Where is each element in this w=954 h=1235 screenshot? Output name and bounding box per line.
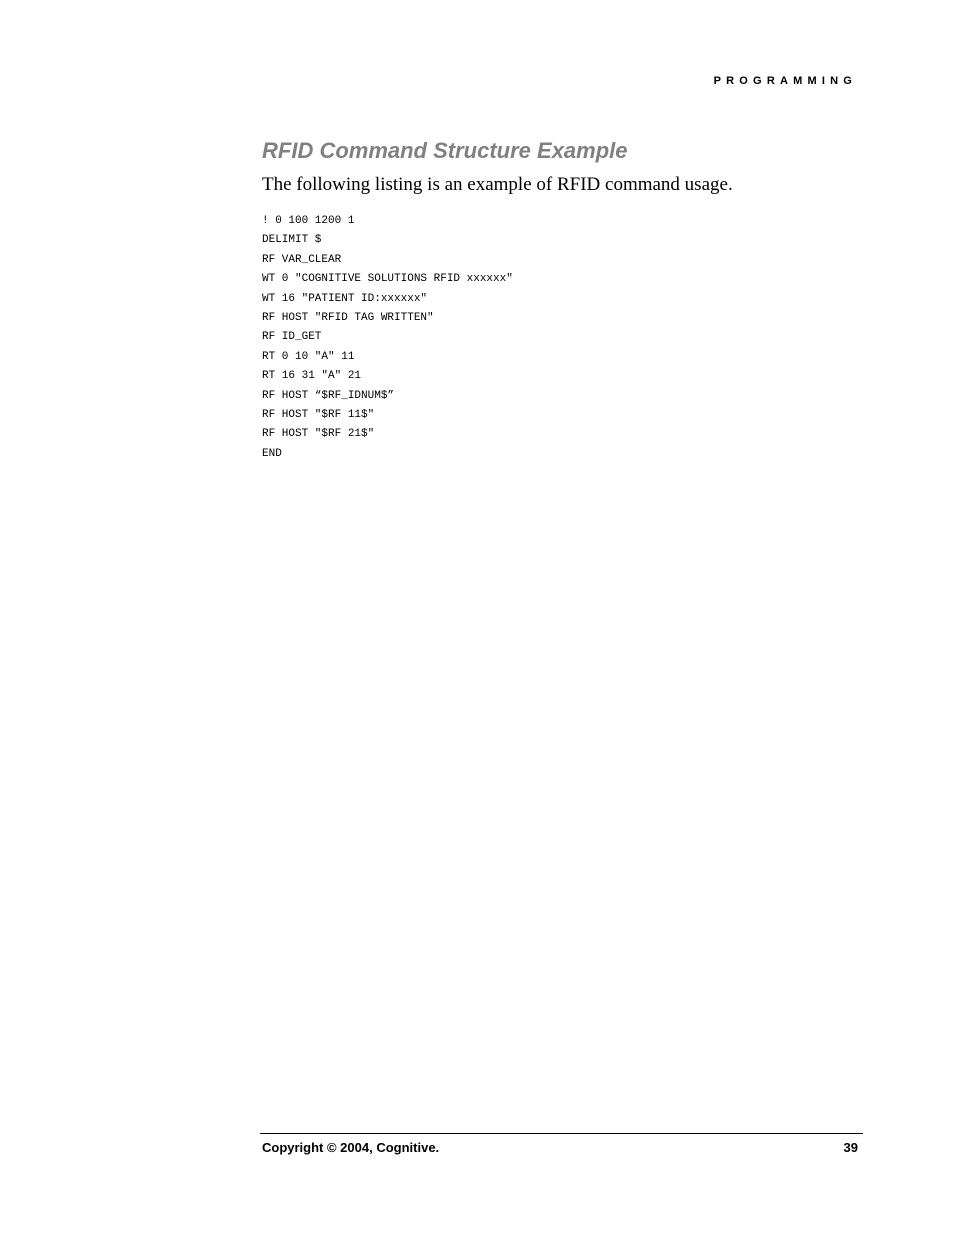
code-line: WT 16 "PATIENT ID:xxxxxx"	[262, 292, 428, 305]
footer-copyright: Copyright © 2004, Cognitive.	[262, 1140, 440, 1155]
intro-paragraph: The following listing is an example of RFID command usage.	[262, 174, 733, 195]
code-line: RF ID_GET	[262, 331, 322, 344]
code-line: RT 0 10 "A" 11	[262, 350, 355, 363]
code-line: RF HOST "$RF 21$"	[262, 428, 375, 441]
code-line: RF HOST "RFID TAG WRITTEN"	[262, 311, 434, 324]
code-line: WT 0 "COGNITIVE SOLUTIONS RFID xxxxxx"	[262, 273, 513, 286]
page-number: 39	[843, 1140, 858, 1155]
footer-divider	[260, 1133, 863, 1134]
code-line: RF VAR_CLEAR	[262, 253, 342, 266]
code-line: RT 16 31 "A" 21	[262, 370, 362, 383]
code-line: DELIMIT $	[262, 234, 322, 247]
code-line: ! 0 100 1200 1	[262, 215, 355, 227]
code-line: RF HOST "$RF 11$"	[262, 408, 375, 421]
code-listing	[262, 212, 513, 464]
running-header: PROGRAMMING	[713, 75, 857, 87]
code-line: END	[262, 447, 282, 460]
code-line: RF HOST “$RF_IDNUM$”	[262, 389, 395, 402]
section-title: RFID Command Structure Example	[262, 138, 628, 163]
